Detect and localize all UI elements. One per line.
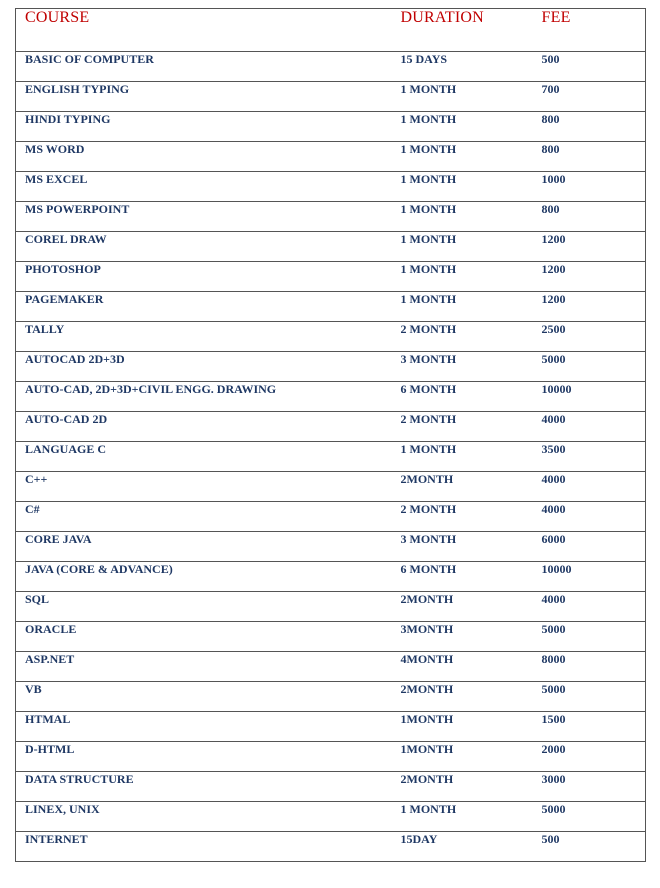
duration-cell: 4MONTH (392, 652, 533, 682)
fee-cell: 6000 (533, 532, 646, 562)
table-row (16, 262, 646, 292)
table-row (16, 682, 646, 712)
header-duration: DURATION (392, 9, 533, 52)
fee-cell: 1500 (533, 712, 646, 742)
course-cell: PAGEMAKER (16, 292, 392, 322)
fee-cell: 2500 (533, 322, 646, 352)
table-row (16, 622, 646, 652)
table-body (16, 52, 646, 862)
table-row (16, 202, 646, 232)
course-cell: JAVA (CORE & ADVANCE) (16, 562, 392, 592)
fee-cell: 4000 (533, 592, 646, 622)
table-row (16, 802, 646, 832)
duration-cell: 1 MONTH (392, 442, 533, 472)
duration-cell: 2 MONTH (392, 322, 533, 352)
table-row (16, 82, 646, 112)
duration-cell: 15 DAYS (392, 52, 533, 82)
fee-cell: 3000 (533, 772, 646, 802)
course-cell: AUTO-CAD, 2D+3D+CIVIL ENGG. DRAWING (16, 382, 392, 412)
course-cell: AUTO-CAD 2D (16, 412, 392, 442)
duration-cell: 15DAY (392, 832, 533, 862)
course-cell: ORACLE (16, 622, 392, 652)
table-row (16, 172, 646, 202)
duration-cell: 1 MONTH (392, 802, 533, 832)
duration-cell: 3MONTH (392, 622, 533, 652)
table-row (16, 292, 646, 322)
course-cell: BASIC OF COMPUTER (16, 52, 392, 82)
duration-cell: 1MONTH (392, 712, 533, 742)
fee-cell: 1000 (533, 172, 646, 202)
duration-cell: 1 MONTH (392, 292, 533, 322)
course-cell: CORE JAVA (16, 532, 392, 562)
header-fee: FEE (533, 9, 646, 52)
fee-cell: 700 (533, 82, 646, 112)
table-row (16, 652, 646, 682)
course-cell: DATA STRUCTURE (16, 772, 392, 802)
table-row (16, 562, 646, 592)
duration-cell: 2MONTH (392, 772, 533, 802)
course-cell: HINDI TYPING (16, 112, 392, 142)
duration-cell: 1 MONTH (392, 172, 533, 202)
table-row (16, 502, 646, 532)
duration-cell: 1 MONTH (392, 142, 533, 172)
course-cell: MS WORD (16, 142, 392, 172)
table-row (16, 712, 646, 742)
duration-cell: 1 MONTH (392, 82, 533, 112)
course-cell: HTMAL (16, 712, 392, 742)
table-row (16, 592, 646, 622)
duration-cell: 2MONTH (392, 472, 533, 502)
course-cell: MS EXCEL (16, 172, 392, 202)
fee-cell: 5000 (533, 682, 646, 712)
fee-cell: 5000 (533, 622, 646, 652)
duration-cell: 6 MONTH (392, 562, 533, 592)
duration-cell: 1 MONTH (392, 202, 533, 232)
table-row (16, 832, 646, 862)
table-row (16, 352, 646, 382)
table-row (16, 382, 646, 412)
course-cell: D-HTML (16, 742, 392, 772)
duration-cell: 6 MONTH (392, 382, 533, 412)
course-cell: MS POWERPOINT (16, 202, 392, 232)
duration-cell: 1 MONTH (392, 262, 533, 292)
course-cell: TALLY (16, 322, 392, 352)
table-row (16, 532, 646, 562)
table-row (16, 772, 646, 802)
table-row (16, 142, 646, 172)
fee-cell: 8000 (533, 652, 646, 682)
fee-cell: 1200 (533, 232, 646, 262)
duration-cell: 2 MONTH (392, 412, 533, 442)
duration-cell: 2 MONTH (392, 502, 533, 532)
course-cell: LANGUAGE C (16, 442, 392, 472)
fee-cell: 1200 (533, 292, 646, 322)
course-fee-document (15, 8, 645, 862)
fee-cell: 10000 (533, 382, 646, 412)
fee-cell: 1200 (533, 262, 646, 292)
fee-cell: 4000 (533, 472, 646, 502)
course-cell: PHOTOSHOP (16, 262, 392, 292)
course-cell: INTERNET (16, 832, 392, 862)
fee-cell: 500 (533, 52, 646, 82)
course-cell: ENGLISH TYPING (16, 82, 392, 112)
fee-cell: 2000 (533, 742, 646, 772)
course-cell: COREL DRAW (16, 232, 392, 262)
duration-cell: 1 MONTH (392, 112, 533, 142)
header-course: COURSE (16, 9, 392, 52)
fee-cell: 10000 (533, 562, 646, 592)
course-cell: AUTOCAD 2D+3D (16, 352, 392, 382)
table-row (16, 742, 646, 772)
duration-cell: 1 MONTH (392, 232, 533, 262)
course-cell: C# (16, 502, 392, 532)
table-row (16, 52, 646, 82)
table-row (16, 442, 646, 472)
fee-cell: 4000 (533, 502, 646, 532)
course-cell: ASP.NET (16, 652, 392, 682)
course-cell: SQL (16, 592, 392, 622)
table-row (16, 322, 646, 352)
course-cell: VB (16, 682, 392, 712)
table-row (16, 232, 646, 262)
table-row (16, 472, 646, 502)
duration-cell: 2MONTH (392, 682, 533, 712)
header-row (16, 9, 646, 52)
fee-cell: 4000 (533, 412, 646, 442)
table-row (16, 412, 646, 442)
course-cell: LINEX, UNIX (16, 802, 392, 832)
table-row (16, 112, 646, 142)
fee-cell: 800 (533, 142, 646, 172)
table-header (16, 9, 646, 52)
duration-cell: 1MONTH (392, 742, 533, 772)
duration-cell: 2MONTH (392, 592, 533, 622)
duration-cell: 3 MONTH (392, 352, 533, 382)
fee-cell: 800 (533, 112, 646, 142)
fee-cell: 5000 (533, 352, 646, 382)
duration-cell: 3 MONTH (392, 532, 533, 562)
fee-cell: 3500 (533, 442, 646, 472)
course-cell: C++ (16, 472, 392, 502)
fee-cell: 5000 (533, 802, 646, 832)
fee-cell: 500 (533, 832, 646, 862)
course-fee-table (15, 8, 646, 862)
fee-cell: 800 (533, 202, 646, 232)
